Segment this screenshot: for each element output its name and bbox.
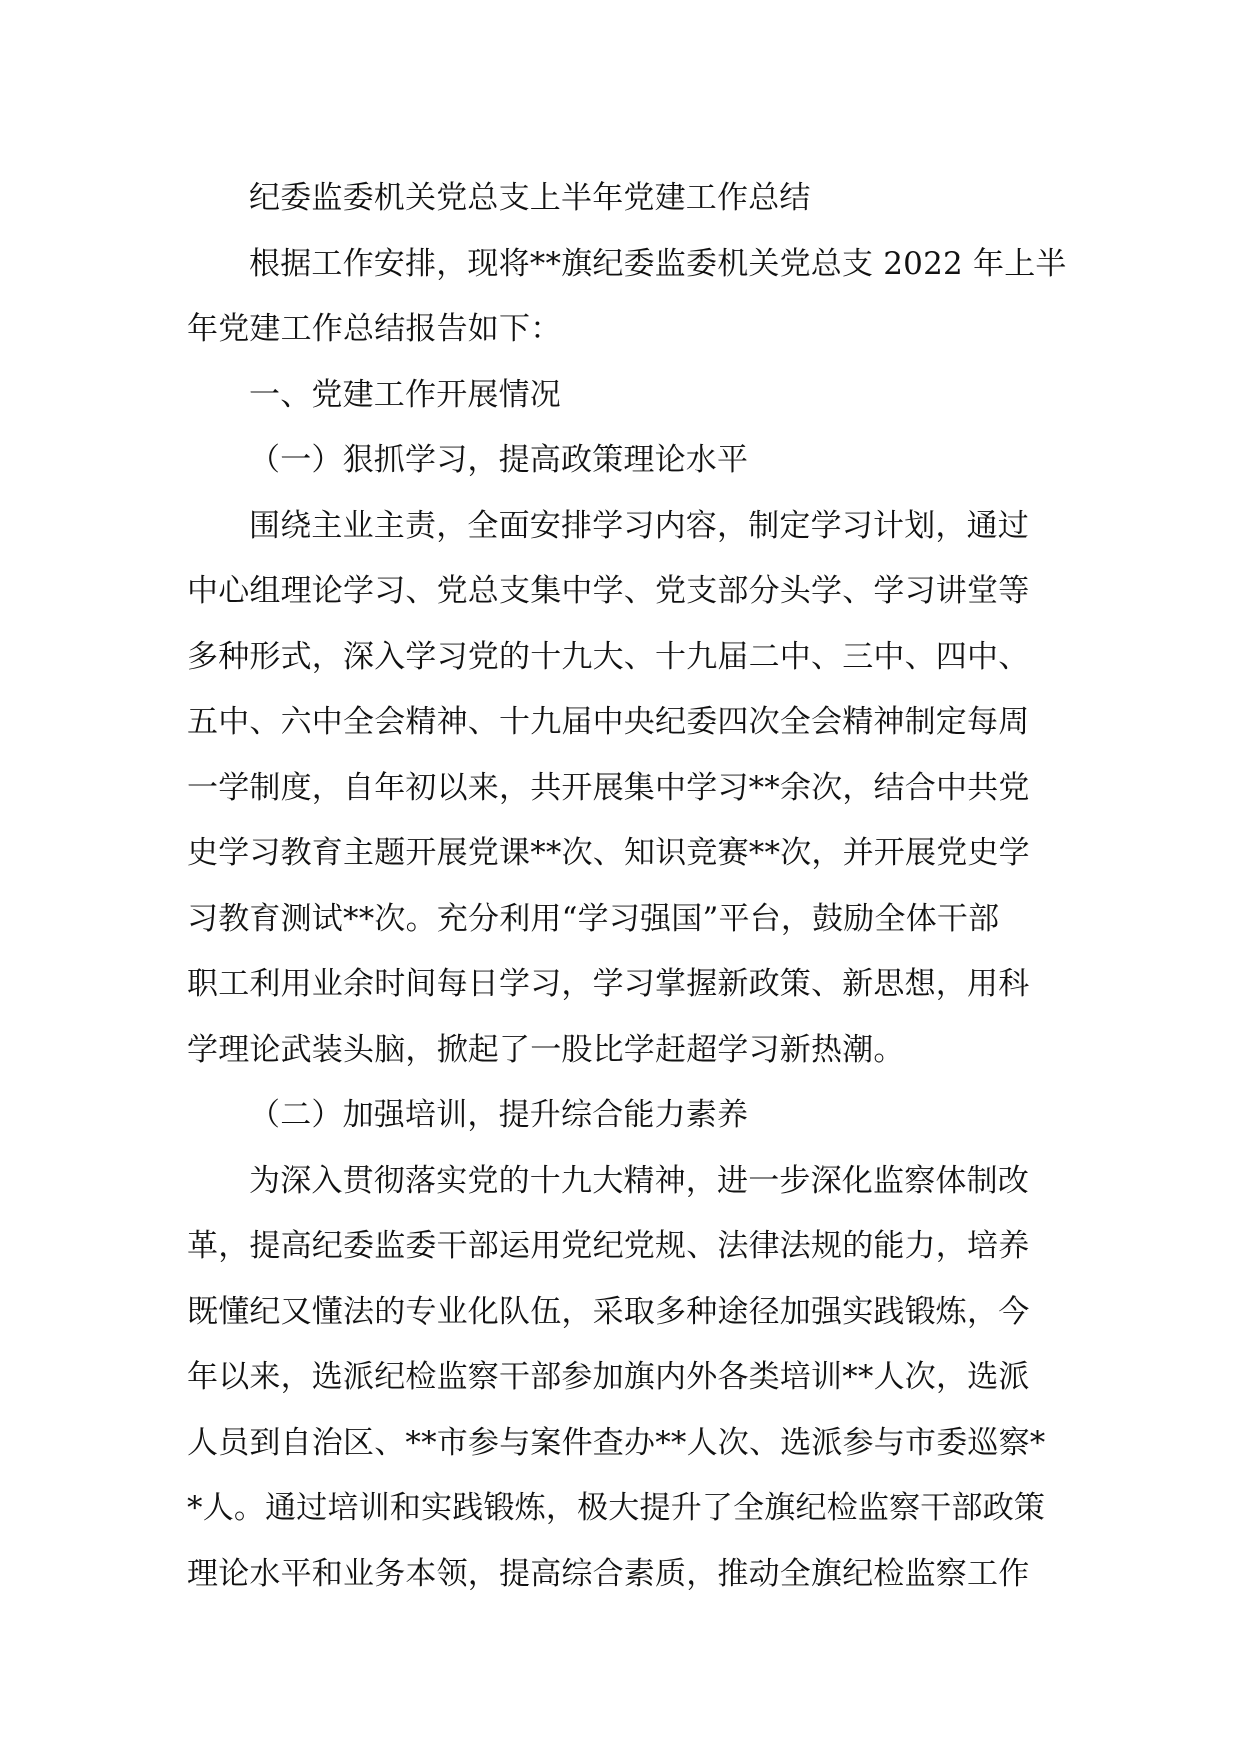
- subsection-heading: （一）狠抓学习，提高政策理论水平: [249, 442, 749, 478]
- paragraph-line: 五中、六中全会精神、十九届中央纪委四次全会精神制定每周: [187, 704, 1030, 740]
- paragraph-line: 史学习教育主题开展党课**次、知识竞赛**次，并开展党史学: [187, 835, 1030, 871]
- paragraph-line: 习教育测试**次。充分利用“学习强国”平台，鼓励全体干部: [187, 900, 1000, 937]
- paragraph-line: 多种形式，深入学习党的十九大、十九届二中、三中、四中、: [187, 638, 1030, 675]
- paragraph-line: 一学制度，自年初以来，共开展集中学习**余次，结合中共党: [187, 769, 1030, 806]
- paragraph-line: 根据工作安排，现将**旗纪委监委机关党总支 2022 年上半: [249, 245, 1067, 282]
- paragraph-line: 既懂纪又懂法的专业化队伍，采取多种途径加强实践锻炼，今: [187, 1293, 1030, 1330]
- subsection-heading: （二）加强培训，提升综合能力素养: [249, 1097, 749, 1133]
- section-heading: 一、党建工作开展情况: [249, 376, 561, 413]
- document-body: [187, 166, 1067, 1607]
- document-title: 纪委监委机关党总支上半年党建工作总结: [249, 180, 811, 216]
- paragraph-line: *人。通过培训和实践锻炼，极大提升了全旗纪检监察干部政策: [187, 1490, 1046, 1526]
- paragraph-line: 职工利用业余时间每日学习，学习掌握新政策、新思想，用科: [187, 966, 1030, 1002]
- paragraph-line: 中心组理论学习、党总支集中学、党支部分头学、学习讲堂等: [187, 573, 1030, 609]
- paragraph-line: 革，提高纪委监委干部运用党纪党规、法律法规的能力，培养: [187, 1228, 1030, 1264]
- paragraph-line: 理论水平和业务本领，提高综合素质，推动全旗纪检监察工作: [187, 1555, 1030, 1592]
- paragraph-line: 年党建工作总结报告如下：: [187, 311, 562, 347]
- paragraph-line: 学理论武装头脑，掀起了一股比学赶超学习新热潮。: [187, 1031, 905, 1068]
- paragraph-line: 围绕主业主责，全面安排学习内容，制定学习计划，通过: [249, 507, 1029, 544]
- paragraph-line: 年以来，选派纪检监察干部参加旗内外各类培训**人次，选派: [187, 1359, 1030, 1395]
- paragraph-line: 为深入贯彻落实党的十九大精神，进一步深化监察体制改: [249, 1162, 1029, 1199]
- paragraph-line: 人员到自治区、**市参与案件查办**人次、选派参与市委巡察*: [187, 1424, 1046, 1461]
